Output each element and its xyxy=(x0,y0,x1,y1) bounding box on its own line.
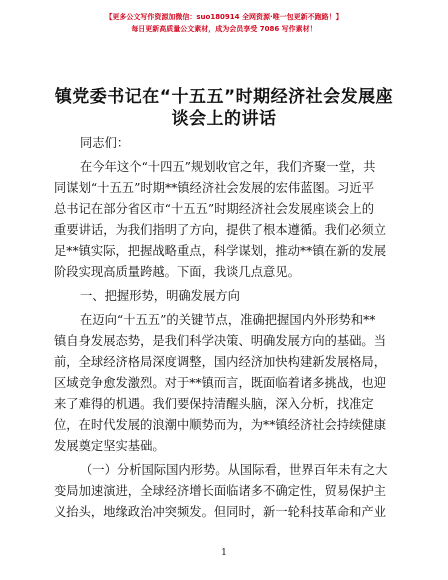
section-heading: 一、把握形势，明确发展方向 xyxy=(80,289,240,303)
promo-banner-line-2: 每日更新高质量公文素材，成为会员享受 7086 写作素材！ xyxy=(131,25,317,33)
body-line: 变局加速演进，全球经济增长面临诸多不确定性，贸易保护主 xyxy=(54,484,387,498)
body-line: 区域竞争愈发激烈。对于**镇而言，既面临着诸多挑战，也迎 xyxy=(54,376,387,390)
body-line: 发展奠定坚实基础。 xyxy=(54,439,165,453)
body-line: 重要讲话，为我们指明了方向，提供了根本遵循。我们必须立 xyxy=(54,223,387,237)
body-line: 足**镇实际，把握战略重点，科学谋划，推动**镇在新的发展 xyxy=(54,244,387,258)
promo-banner-line-1: 【更多公文写作资源加微信：suo180914 全网资源·唯一包更新不跑路！】 xyxy=(105,13,343,21)
page-number: 1 xyxy=(221,548,227,558)
body-line: 同谋划“十五五”时期**镇经济社会发展的宏伟蓝图。习近平 xyxy=(54,181,374,195)
body-line: 位，在时代发展的浪潮中顺势而为，为**镇经济社会持续健康 xyxy=(54,418,387,432)
body-line: 阶段实现高质量跨越。下面，我谈几点意见。 xyxy=(54,265,300,279)
body-line: 总书记在部分省区市“十五五”时期经济社会发展座谈会上的 xyxy=(54,202,374,216)
salutation: 同志们： xyxy=(80,136,130,150)
body-line: 镇自身发展态势，是我们科学决策、明确发展方向的基础。当 xyxy=(54,334,387,348)
body-line: 在迈向“十五五”的关键节点，准确把握国内外形势和** xyxy=(80,313,376,327)
body-line: 来了难得的机遇。我们要保持清醒头脑，深入分析，找准定 xyxy=(54,397,374,411)
document-title-line-1: 镇党委书记在“十五五”时期经济社会发展座 xyxy=(54,87,394,107)
subsection-heading: （一）分析国际国内形势。从国际看，世界百年未有之大 xyxy=(80,463,388,477)
body-line: 前，全球经济格局深度调整，国内经济加快构建新发展格局， xyxy=(54,355,387,369)
body-line: 义抬头，地缘政治冲突频发。但同时，新一轮科技革命和产业 xyxy=(54,505,387,519)
document-title-line-2: 谈会上的讲话 xyxy=(171,109,277,129)
body-line: 在今年这个“十四五”规划收官之年，我们齐聚一堂，共 xyxy=(80,160,376,174)
